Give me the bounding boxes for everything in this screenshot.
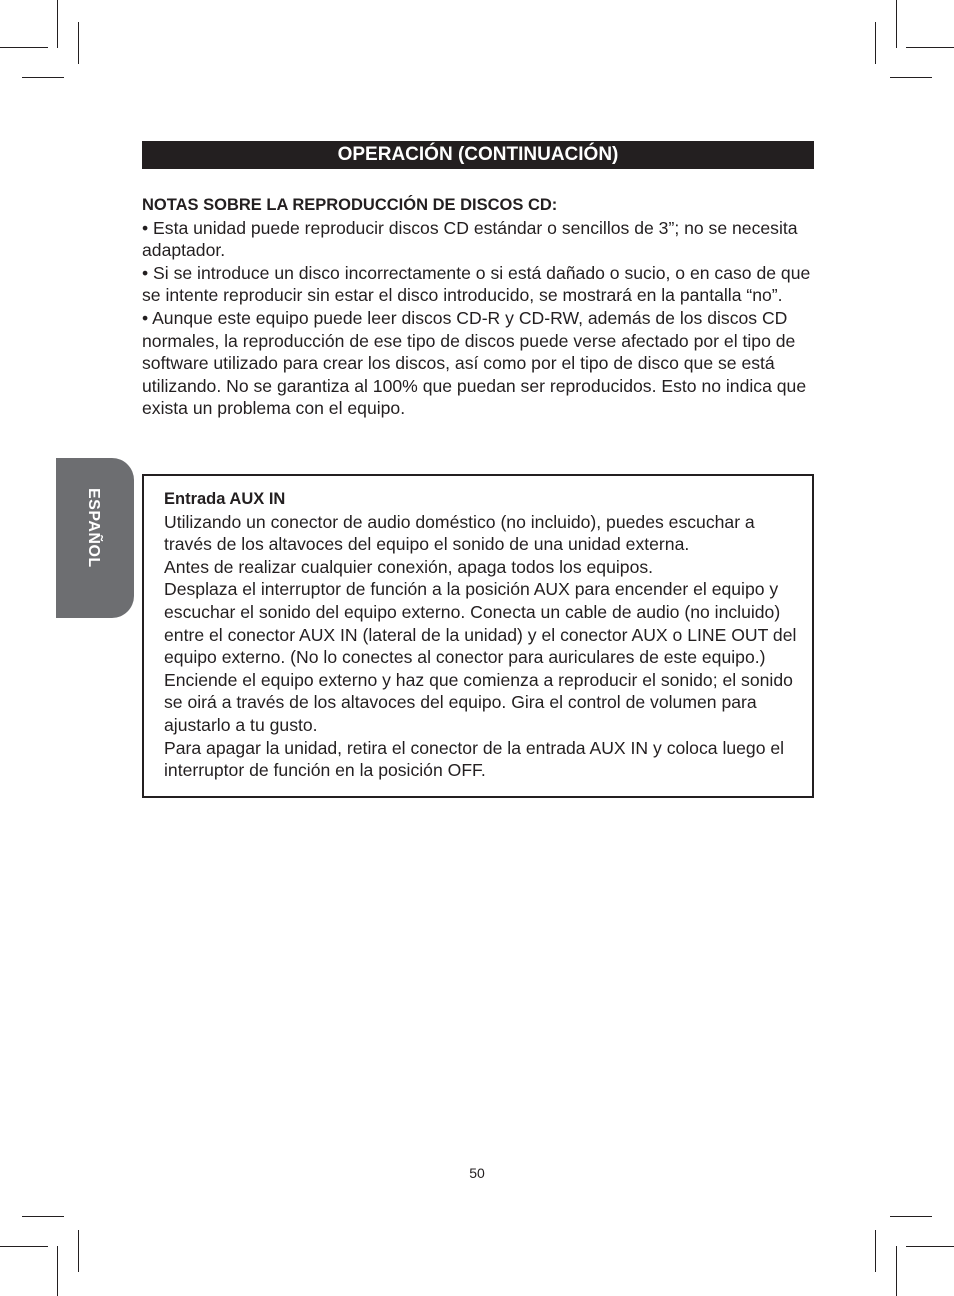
notes-item: • Aunque este equipo puede leer discos CD-R y CD-RW, además de los discos CD normales, la reproducción de ese tipo de discos puede verse afectado por el tipo de software utilizado para crear los discos, así como por el tipo de disco que se está utilizando. No se garantiza al 100% que puedan ser reproducidos. Esto no indica que exista un problema con el equipo. <box>142 307 807 419</box>
crop-mark <box>896 0 897 48</box>
crop-mark <box>875 1230 876 1272</box>
section-title: OPERACIÓN (CONTINUACIÓN) <box>337 144 619 165</box>
crop-mark <box>78 1230 79 1272</box>
aux-in-paragraph: Utilizando un conector de audio doméstico (no incluido), puedes escuchar a través de los altavoces del equipo el sonido de una unidad externa. <box>164 511 755 555</box>
crop-mark <box>875 22 876 64</box>
aux-in-box <box>142 474 814 798</box>
notes-item: • Si se introduce un disco incorrectamente o si está dañado o sucio, o en caso de que se intente reproducir sin estar el disco introducido, se mostrará en la pantalla “no”. <box>142 262 811 306</box>
aux-in-paragraph: Desplaza el interruptor de función a la posición AUX para encender el equipo y escuchar el sonido del equipo externo. Conecta un cable de audio (no incluido) entre el conector AUX IN (lateral de la unidad) y el conector AUX o LINE OUT del equipo externo. (No lo conectes al conector para auriculares de este equipo.) Enciende el equipo externo y haz que comienza a reproducir el sonido; el sonido se oirá a través de los altavoces del equipo. Gira el control de volumen para ajustarlo a tu gusto. <box>164 579 797 735</box>
crop-mark <box>0 47 48 48</box>
aux-in-title: Entrada AUX IN <box>164 490 286 508</box>
aux-in-paragraph: Antes de realizar cualquier conexión, apaga todos los equipos. <box>164 556 654 577</box>
crop-mark <box>57 1246 58 1296</box>
crop-mark <box>890 77 932 78</box>
page-number: 50 <box>469 1165 485 1181</box>
notes-item: • Esta unidad puede reproducir discos CD estándar o sencillos de 3”; no se necesita adaptador. <box>142 217 798 261</box>
crop-mark <box>22 77 64 78</box>
language-tab <box>56 458 134 618</box>
crop-mark <box>890 1216 932 1217</box>
crop-mark <box>906 47 954 48</box>
crop-mark <box>57 0 58 48</box>
crop-mark <box>906 1246 954 1247</box>
crop-mark <box>22 1216 64 1217</box>
language-tab-label: ESPAÑOL <box>85 488 102 568</box>
cd-notes-section <box>142 194 822 420</box>
notes-heading: NOTAS SOBRE LA REPRODUCCIÓN DE DISCOS CD: <box>142 196 558 214</box>
section-header <box>142 141 814 169</box>
crop-mark <box>78 22 79 64</box>
crop-mark <box>896 1246 897 1296</box>
aux-in-paragraph: Para apagar la unidad, retira el conector de la entrada AUX IN y coloca luego el interruptor de función en la posición OFF. <box>164 737 785 781</box>
crop-mark <box>0 1246 48 1247</box>
